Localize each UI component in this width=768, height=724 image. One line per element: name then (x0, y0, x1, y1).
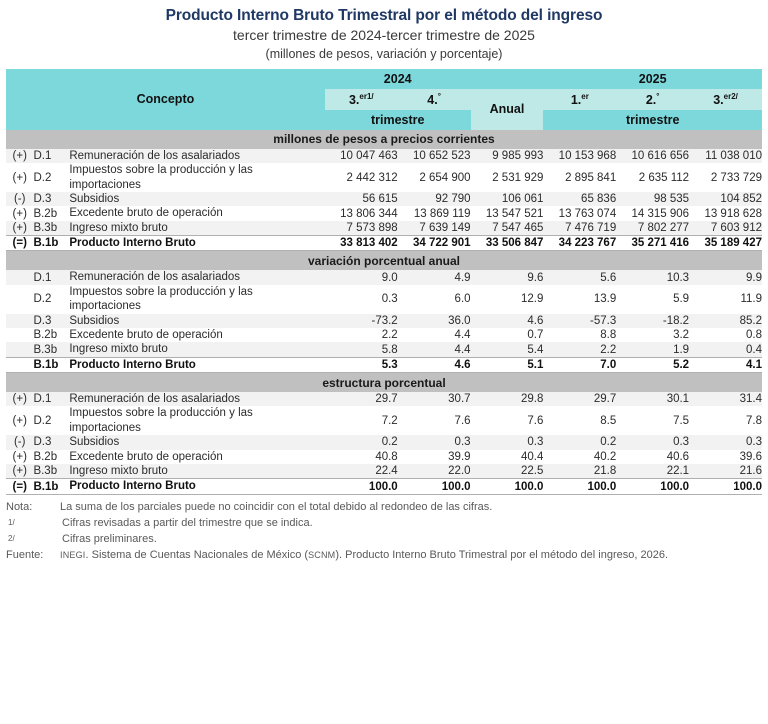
header-anual: Anual (471, 89, 544, 130)
table-row (6, 206, 762, 220)
row-value-6: 35 189 427 (689, 236, 762, 251)
row-value-4: 0.2 (543, 435, 616, 449)
row-value-3: 5.4 (471, 342, 544, 357)
table-row (6, 435, 762, 449)
row-value-1: 40.8 (325, 450, 398, 464)
header-quarter-2-2025: 2.° (616, 89, 689, 110)
table-row (6, 450, 762, 464)
row-value-2: 13 869 119 (398, 206, 471, 220)
footnote-label: 1/ (8, 517, 15, 527)
section-band-row (6, 130, 762, 149)
source-text (60, 548, 762, 564)
row-description: Subsidios (69, 314, 325, 328)
header-quarter-1-2025: 1.$^{er}$ (543, 89, 616, 110)
row-description: Ingreso mixto bruto (69, 221, 325, 236)
row-description: Impuestos sobre la producción y las importaciones (69, 406, 325, 435)
row-value-3: 40.4 (471, 450, 544, 464)
row-value-2: 4.4 (398, 342, 471, 357)
footnote-row (6, 500, 762, 516)
row-value-5: 1.9 (616, 342, 689, 357)
row-value-4: 5.6 (543, 270, 616, 284)
row-value-6: 9.9 (689, 270, 762, 284)
row-value-3: 7.6 (471, 406, 544, 435)
table-row (6, 270, 762, 284)
row-value-1: 100.0 (325, 479, 398, 494)
source-row (6, 548, 762, 564)
row-value-4: 8.5 (543, 406, 616, 435)
page-subtitle: tercer trimestre de 2024-tercer trimestre de 2025 (233, 27, 535, 44)
header-year-2025: 2025 (543, 69, 762, 89)
row-description: Producto Interno Bruto (69, 479, 325, 494)
row-value-3: 12.9 (471, 285, 544, 314)
row-description: Excedente bruto de operación (69, 206, 325, 220)
row-code: B.1b (33, 479, 69, 494)
row-value-5: 5.2 (616, 357, 689, 372)
row-value-1: 22.4 (325, 464, 398, 479)
source-label: Fuente: (6, 548, 44, 561)
row-sign: (-) (6, 192, 33, 206)
row-value-4: 29.7 (543, 392, 616, 406)
row-value-6: 31.4 (689, 392, 762, 406)
row-value-6: 2 733 729 (689, 163, 762, 192)
row-description: Subsidios (69, 435, 325, 449)
header-spacer-anual-top (471, 69, 544, 89)
table-row (6, 149, 762, 163)
row-value-1: 0.2 (325, 435, 398, 449)
row-value-2: 30.7 (398, 392, 471, 406)
source-abbr: SCNM (308, 549, 336, 560)
table-row (6, 479, 762, 494)
row-value-4: 7 476 719 (543, 221, 616, 236)
row-sign: (+) (6, 163, 33, 192)
row-value-2: 0.3 (398, 435, 471, 449)
row-code: D.1 (33, 149, 69, 163)
footnote-label: Nota: (6, 500, 33, 513)
header-row-years (6, 69, 762, 89)
footnote-row (6, 532, 762, 548)
row-description: Remuneración de los asalariados (69, 270, 325, 284)
row-value-1: 2.2 (325, 328, 398, 342)
row-value-3: 22.5 (471, 464, 544, 479)
row-value-4: 13.9 (543, 285, 616, 314)
row-sign (6, 357, 33, 372)
row-description: Producto Interno Bruto (69, 357, 325, 372)
row-value-4: 8.8 (543, 328, 616, 342)
row-value-3: 33 506 847 (471, 236, 544, 251)
row-value-6: 4.1 (689, 357, 762, 372)
row-sign: (+) (6, 450, 33, 464)
row-sign (6, 270, 33, 284)
table-row (6, 163, 762, 192)
row-description: Ingreso mixto bruto (69, 342, 325, 357)
row-value-5: 22.1 (616, 464, 689, 479)
row-description: Subsidios (69, 192, 325, 206)
section-band-label: millones de pesos a precios corrientes (6, 130, 762, 149)
table-row (6, 314, 762, 328)
row-value-2: 7 639 149 (398, 221, 471, 236)
row-value-1: 2 442 312 (325, 163, 398, 192)
row-value-5: 2 635 112 (616, 163, 689, 192)
row-value-2: 39.9 (398, 450, 471, 464)
row-value-6: 21.6 (689, 464, 762, 479)
row-code: D.1 (33, 270, 69, 284)
row-description: Impuestos sobre la producción y las importaciones (69, 285, 325, 314)
source-text-before: . Sistema de Cuentas Nacionales de México ( (85, 548, 309, 561)
row-value-6: 0.3 (689, 435, 762, 449)
title-block (0, 0, 768, 65)
section-band-row (6, 373, 762, 393)
row-value-5: 7 802 277 (616, 221, 689, 236)
table-row (6, 221, 762, 236)
row-value-6: 104 852 (689, 192, 762, 206)
row-value-6: 11 038 010 (689, 149, 762, 163)
row-value-4: 2 895 841 (543, 163, 616, 192)
row-value-6: 7 603 912 (689, 221, 762, 236)
row-value-1: 7.2 (325, 406, 398, 435)
header-trimestre-2025: trimestre (543, 110, 762, 130)
section-band-label: estructura porcentual (6, 373, 762, 393)
row-description: Remuneración de los asalariados (69, 392, 325, 406)
row-code: D.3 (33, 435, 69, 449)
row-code: B.3b (33, 221, 69, 236)
row-value-1: 33 813 402 (325, 236, 398, 251)
row-value-1: 5.8 (325, 342, 398, 357)
row-value-3: 0.3 (471, 435, 544, 449)
row-value-3: 9.6 (471, 270, 544, 284)
row-sign: (=) (6, 236, 33, 251)
row-code: B.3b (33, 464, 69, 479)
table-row (6, 285, 762, 314)
table-row (6, 192, 762, 206)
header-quarter-2-2024: 4.° (398, 89, 471, 110)
source-org: INEGI (60, 549, 86, 560)
row-code: B.2b (33, 328, 69, 342)
row-value-2: 92 790 (398, 192, 471, 206)
row-value-2: 100.0 (398, 479, 471, 494)
row-description: Producto Interno Bruto (69, 236, 325, 251)
row-description: Impuestos sobre la producción y las importaciones (69, 163, 325, 192)
row-value-2: 4.9 (398, 270, 471, 284)
row-value-2: 4.6 (398, 357, 471, 372)
row-code: B.3b (33, 342, 69, 357)
row-code: B.1b (33, 357, 69, 372)
table-row (6, 328, 762, 342)
row-value-6: 39.6 (689, 450, 762, 464)
row-value-4: 2.2 (543, 342, 616, 357)
row-value-6: 11.9 (689, 285, 762, 314)
page-units-note: (millones de pesos, variación y porcentaje) (265, 46, 503, 61)
row-value-4: 21.8 (543, 464, 616, 479)
row-sign: (+) (6, 392, 33, 406)
row-value-1: 5.3 (325, 357, 398, 372)
table-row (6, 342, 762, 357)
row-value-5: 10.3 (616, 270, 689, 284)
row-value-1: 56 615 (325, 192, 398, 206)
row-value-4: 40.2 (543, 450, 616, 464)
row-value-4: 65 836 (543, 192, 616, 206)
row-value-3: 100.0 (471, 479, 544, 494)
row-value-5: 0.3 (616, 435, 689, 449)
row-value-1: 0.3 (325, 285, 398, 314)
row-value-4: 13 763 074 (543, 206, 616, 220)
row-value-5: -18.2 (616, 314, 689, 328)
row-sign (6, 314, 33, 328)
row-value-6: 7.8 (689, 406, 762, 435)
source-text-after: ). Producto Interno Bruto Trimestral por el método del ingreso, 2026. (335, 548, 669, 561)
row-description: Ingreso mixto bruto (69, 464, 325, 479)
row-value-5: 40.6 (616, 450, 689, 464)
row-value-1: 9.0 (325, 270, 398, 284)
row-value-2: 34 722 901 (398, 236, 471, 251)
row-value-2: 22.0 (398, 464, 471, 479)
footnote-label: 2/ (8, 533, 15, 543)
row-value-2: 7.6 (398, 406, 471, 435)
header-quarter-1-2024: 3.$^{er1/}$ (325, 89, 398, 110)
footnote-row (6, 516, 762, 532)
row-code: B.1b (33, 236, 69, 251)
row-value-1: 7 573 898 (325, 221, 398, 236)
row-value-6: 100.0 (689, 479, 762, 494)
row-value-3: 29.8 (471, 392, 544, 406)
row-value-5: 5.9 (616, 285, 689, 314)
row-value-6: 0.4 (689, 342, 762, 357)
row-code: D.2 (33, 285, 69, 314)
row-value-5: 100.0 (616, 479, 689, 494)
header-concepto: Concepto (6, 69, 325, 130)
row-value-3: 13 547 521 (471, 206, 544, 220)
row-value-3: 9 985 993 (471, 149, 544, 163)
header-trimestre-2024: trimestre (325, 110, 471, 130)
row-value-3: 7 547 465 (471, 221, 544, 236)
row-value-5: 14 315 906 (616, 206, 689, 220)
row-description: Excedente bruto de operación (69, 328, 325, 342)
footnote-text: Cifras preliminares. (62, 532, 157, 545)
row-sign (6, 328, 33, 342)
row-value-3: 5.1 (471, 357, 544, 372)
table-row (6, 406, 762, 435)
row-value-2: 10 652 523 (398, 149, 471, 163)
row-value-3: 2 531 929 (471, 163, 544, 192)
table-row (6, 357, 762, 372)
row-code: B.2b (33, 206, 69, 220)
row-sign: (=) (6, 479, 33, 494)
row-code: D.2 (33, 163, 69, 192)
row-value-5: 7.5 (616, 406, 689, 435)
row-value-1: -73.2 (325, 314, 398, 328)
table-row (6, 464, 762, 479)
row-value-4: 10 153 968 (543, 149, 616, 163)
row-value-4: 100.0 (543, 479, 616, 494)
row-value-3: 106 061 (471, 192, 544, 206)
row-value-2: 36.0 (398, 314, 471, 328)
row-code: B.2b (33, 450, 69, 464)
row-value-2: 6.0 (398, 285, 471, 314)
row-value-5: 3.2 (616, 328, 689, 342)
row-sign: (-) (6, 435, 33, 449)
section-band-row (6, 251, 762, 271)
row-value-1: 10 047 463 (325, 149, 398, 163)
row-value-4: -57.3 (543, 314, 616, 328)
page-title: Producto Interno Bruto Trimestral por el método del ingreso (165, 7, 603, 24)
row-value-1: 13 806 344 (325, 206, 398, 220)
row-sign: (+) (6, 221, 33, 236)
row-value-3: 0.7 (471, 328, 544, 342)
row-sign (6, 342, 33, 357)
footnote-text: La suma de los parciales puede no coincidir con el total debido al redondeo de las cifras. (60, 500, 493, 513)
row-code: D.3 (33, 314, 69, 328)
row-value-5: 35 271 416 (616, 236, 689, 251)
row-value-5: 10 616 656 (616, 149, 689, 163)
row-value-4: 7.0 (543, 357, 616, 372)
section-band-label: variación porcentual anual (6, 251, 762, 271)
row-description: Excedente bruto de operación (69, 450, 325, 464)
row-value-6: 85.2 (689, 314, 762, 328)
row-code: D.2 (33, 406, 69, 435)
row-sign: (+) (6, 464, 33, 479)
footnote-text: Cifras revisadas a partir del trimestre que se indica. (62, 516, 313, 529)
row-value-2: 2 654 900 (398, 163, 471, 192)
table-row (6, 236, 762, 251)
row-value-5: 98 535 (616, 192, 689, 206)
row-sign: (+) (6, 206, 33, 220)
row-code: D.3 (33, 192, 69, 206)
table-row (6, 392, 762, 406)
row-value-5: 30.1 (616, 392, 689, 406)
row-value-1: 29.7 (325, 392, 398, 406)
row-code: D.1 (33, 392, 69, 406)
row-value-6: 13 918 628 (689, 206, 762, 220)
row-value-2: 4.4 (398, 328, 471, 342)
row-value-6: 0.8 (689, 328, 762, 342)
data-table (6, 69, 762, 495)
row-value-3: 4.6 (471, 314, 544, 328)
row-sign (6, 285, 33, 314)
row-value-4: 34 223 767 (543, 236, 616, 251)
header-year-2024: 2024 (325, 69, 471, 89)
row-sign: (+) (6, 149, 33, 163)
header-quarter-3-2025: 3.$^{er2/}$ (689, 89, 762, 110)
footnotes-block (6, 500, 762, 564)
row-description: Remuneración de los asalariados (69, 149, 325, 163)
row-sign: (+) (6, 406, 33, 435)
